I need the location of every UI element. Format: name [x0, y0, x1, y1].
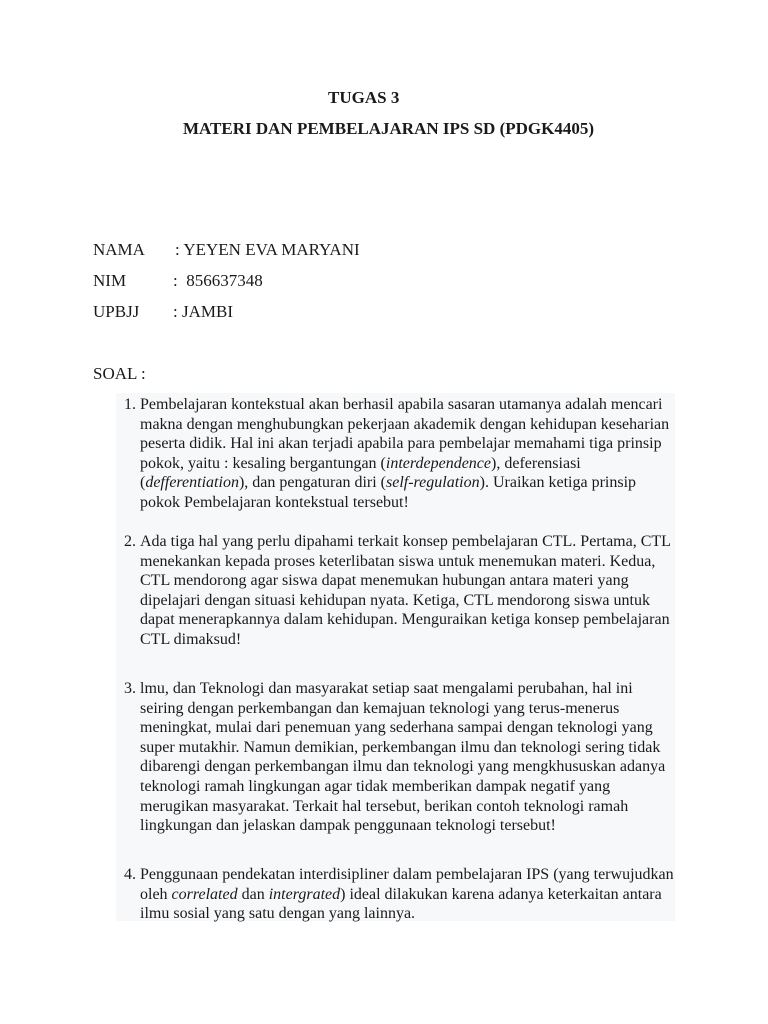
- upbjj-value: : JAMBI: [173, 302, 233, 321]
- upbjj-label: UPBJJ: [93, 302, 140, 321]
- question-item: [116, 395, 675, 513]
- question-text-run: Penggunaan pendekatan interdisipliner dalam pembelajaran IPS (yang terwujudkan oleh: [140, 866, 674, 903]
- soal-heading: SOAL :: [93, 364, 146, 383]
- question-text-run: ) ideal dilakukan karena adanya keterkaitan antara ilmu sosial yang satu dengan yang lainnya.: [140, 885, 662, 923]
- identity-row-nim: [93, 271, 263, 291]
- question-item: [116, 679, 675, 836]
- question-text-run: Pembelajaran kontekstual akan berhasil apabila sasaran utamanya adalah mencari makna dengan menghubungkan pekerjaan akademik dengan kehidupan keseharian peserta didik. Hal ini akan terjadi apabila para pembelajar memahami tiga prinsip pokok, yaitu : kesaling bergantungan (: [140, 396, 670, 472]
- nim-label: NIM: [93, 271, 127, 290]
- question-number: 3.: [124, 680, 136, 697]
- document-subtitle: MATERI DAN PEMBELAJARAN IPS SD (PDGK4405): [183, 119, 594, 138]
- identity-row-upbjj: [93, 302, 233, 322]
- question-text-run: ), deferensiasi (: [140, 454, 581, 492]
- question-text: [140, 679, 675, 836]
- document-title: TUGAS 3: [328, 88, 400, 107]
- question-italic-term: intergrated: [268, 885, 341, 903]
- question-text: [140, 865, 675, 924]
- nama-value: : YEYEN EVA MARYANI: [175, 240, 360, 259]
- question-text-run: lmu, dan Teknologi dan masyarakat setiap saat mengalami perubahan, hal ini seiring dengan perkembangan dan kemajuan teknologi yang terus-menerus meningkat, mulai dari penemuan yang sederhana sampai dengan teknologi yang super mutakhir. Namun demikian, perkembangan ilmu dan teknologi sering tidak dibarengi dengan perkembangan ilmu dan teknologi yang mengkhususkan adanya teknologi ramah lingkungan agar tidak memberikan dampak negatif yang merugikan masyarakat. Terkait hal tersebut, berikan contoh teknologi ramah lingkungan dan jelaskan dampak penggunaan teknologi tersebut!: [140, 680, 666, 835]
- identity-row-nama: [93, 240, 360, 260]
- question-italic-term: correlated: [171, 885, 238, 903]
- question-number: 1.: [124, 396, 136, 413]
- question-item: [116, 532, 675, 650]
- nama-label: NAMA: [93, 240, 145, 259]
- question-italic-term: interdependence: [385, 454, 492, 472]
- question-text: [140, 395, 675, 513]
- nim-value: : 856637348: [173, 271, 263, 290]
- question-text-run: ), dan pengaturan diri (: [238, 474, 386, 492]
- question-number: 4.: [124, 866, 136, 883]
- question-text: [140, 532, 675, 650]
- question-text-run: Ada tiga hal yang perlu dipahami terkait konsep pembelajaran CTL. Pertama, CTL menekankan kepada proses keterlibatan siswa untuk menemukan materi. Kedua, CTL mendorong agar siswa dapat menemukan hubungan antara materi yang dipelajari dengan situasi kehidupan nyata. Ketiga, CTL mendorong siswa untuk dapat menerapkannya dalam kehidupan. Menguraikan ketiga konsep pembelajaran CTL dimaksud!: [140, 533, 671, 648]
- question-italic-term: defferentiation: [145, 474, 239, 492]
- question-item: [116, 865, 675, 924]
- question-text-run: dan: [237, 885, 269, 903]
- question-italic-term: self-regulation: [386, 474, 480, 492]
- question-number: 2.: [124, 533, 136, 550]
- question-text-run: ). Uraikan ketiga prinsip pokok Pembelajaran kontekstual tersebut!: [140, 474, 637, 511]
